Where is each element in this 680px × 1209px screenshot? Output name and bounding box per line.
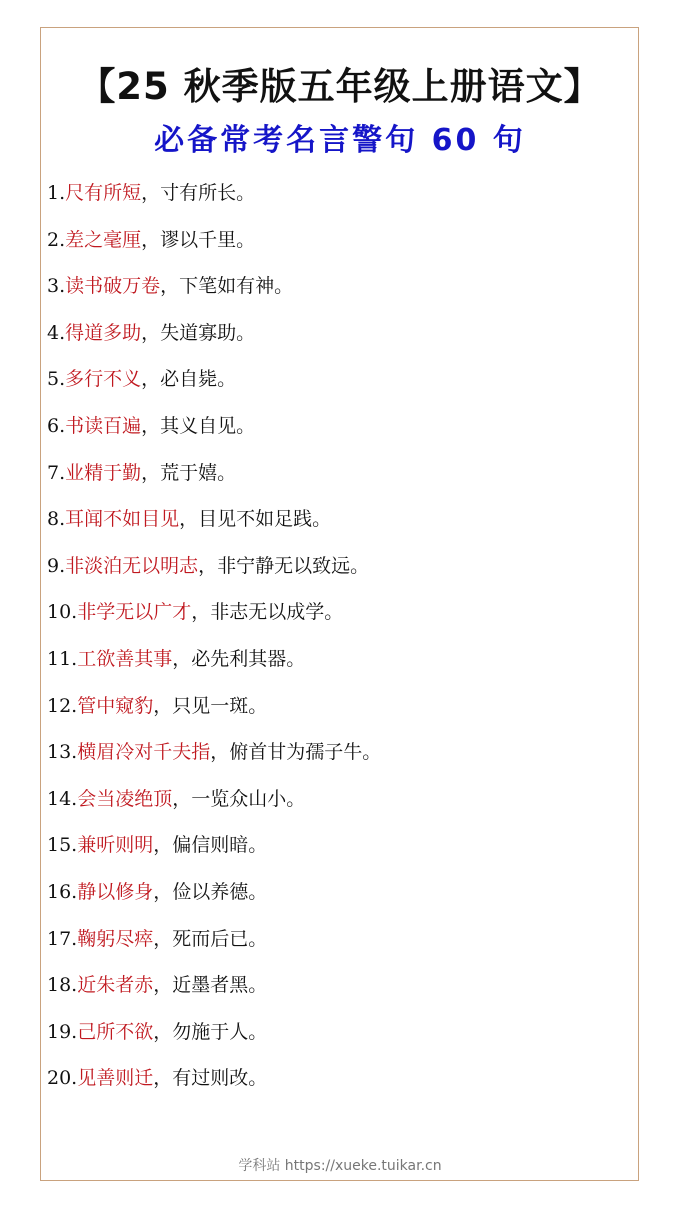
quote-item [47, 176, 381, 223]
quote-first-half: 耳闻不如目见 [65, 508, 180, 531]
quote-item [47, 922, 381, 969]
quote-first-half: 非淡泊无以明志 [65, 554, 199, 577]
quote-second-half: ，下笔如有神。 [160, 275, 294, 298]
quote-first-half: 业精于勤 [65, 461, 142, 484]
quote-second-half: ，其义自见。 [141, 414, 256, 437]
page-subtitle: 必备常考名言警句 60 句 [154, 123, 526, 158]
quote-item [47, 549, 381, 596]
quote-second-half: ，寸有所长。 [141, 182, 256, 204]
quote-item [47, 782, 381, 829]
quote-second-half: ，荒于嬉。 [141, 461, 237, 484]
quote-item [47, 362, 381, 409]
quote-item [47, 502, 381, 549]
page-title: 【25 秋季版五年级上册语文】 [78, 65, 602, 108]
quote-second-half: ，谬以千里。 [141, 228, 256, 251]
quote-second-half: ，俯首甘为孺子牛。 [210, 741, 382, 764]
quote-second-half: ，必先利其器。 [172, 647, 306, 670]
quote-item [47, 875, 381, 922]
quote-second-half: ，勿施于人。 [153, 1020, 268, 1043]
quote-first-half: 管中窥豹 [77, 694, 154, 717]
quote-second-half: ，偏信则暗。 [153, 834, 268, 857]
quote-first-half: 多行不义 [65, 368, 142, 391]
quote-number: 15. [47, 834, 78, 857]
quote-number: 7. [47, 461, 66, 484]
quote-number: 20. [47, 1067, 78, 1090]
quote-first-half: 得道多助 [65, 321, 142, 344]
quote-number: 8. [47, 508, 66, 531]
quote-number: 4. [47, 321, 66, 344]
quote-first-half: 兼听则明 [77, 834, 154, 857]
quote-item [47, 1061, 381, 1108]
quote-number: 1. [47, 182, 66, 204]
quote-item [47, 689, 381, 736]
quote-item [47, 828, 381, 875]
quote-first-half: 近朱者赤 [77, 974, 154, 997]
quote-item [47, 269, 381, 316]
quote-item [47, 595, 381, 642]
quote-second-half: ，近墨者黑。 [153, 974, 268, 997]
quote-first-half: 工欲善其事 [77, 647, 173, 670]
quote-item [47, 223, 381, 270]
quote-second-half: ，必自毙。 [141, 368, 237, 391]
quote-number: 17. [47, 927, 78, 950]
quote-number: 11. [47, 647, 78, 670]
quote-first-half: 差之毫厘 [65, 228, 142, 251]
quote-number: 6. [47, 414, 66, 437]
quote-number: 10. [47, 601, 78, 624]
quote-number: 14. [47, 787, 78, 810]
quote-second-half: ，俭以养德。 [153, 880, 268, 903]
quote-item [47, 968, 381, 1015]
quote-number: 3. [47, 275, 66, 298]
quote-first-half: 见善则迁 [77, 1067, 154, 1090]
quote-second-half: ，只见一斑。 [153, 694, 268, 717]
footer-source: 学科站 https://xueke.tuikar.cn [238, 1158, 442, 1174]
quote-first-half: 读书破万卷 [65, 275, 161, 298]
quote-second-half: ，有过则改。 [153, 1067, 268, 1090]
quote-number: 13. [47, 741, 78, 764]
quote-number: 2. [47, 228, 66, 251]
quote-first-half: 书读百遍 [65, 414, 142, 437]
quote-second-half: ，失道寡助。 [141, 321, 256, 344]
quote-second-half: ，一览众山小。 [172, 787, 306, 810]
quote-first-half: 尺有所短 [65, 182, 142, 204]
quote-second-half: ，非宁静无以致远。 [198, 554, 370, 577]
quote-number: 19. [47, 1020, 78, 1043]
quote-first-half: 横眉冷对千夫指 [77, 741, 211, 764]
quote-item [47, 642, 381, 689]
quote-item [47, 456, 381, 503]
quote-first-half: 己所不欲 [77, 1020, 154, 1043]
quote-item [47, 316, 381, 363]
quote-number: 18. [47, 974, 78, 997]
quote-item [47, 1015, 381, 1062]
quote-second-half: ，目见不如足践。 [179, 508, 332, 531]
quote-first-half: 鞠躬尽瘁 [77, 927, 154, 950]
quote-number: 9. [47, 554, 66, 577]
quote-first-half: 非学无以广才 [77, 601, 192, 624]
quote-second-half: ，死而后已。 [153, 927, 268, 950]
quote-number: 16. [47, 880, 78, 903]
quote-first-half: 静以修身 [77, 880, 154, 903]
quote-list [47, 176, 381, 1108]
quote-item [47, 409, 381, 456]
quote-number: 5. [47, 368, 66, 391]
quote-second-half: ，非志无以成学。 [191, 601, 344, 624]
quote-item [47, 735, 381, 782]
quote-number: 12. [47, 694, 78, 717]
quote-first-half: 会当凌绝顶 [77, 787, 173, 810]
